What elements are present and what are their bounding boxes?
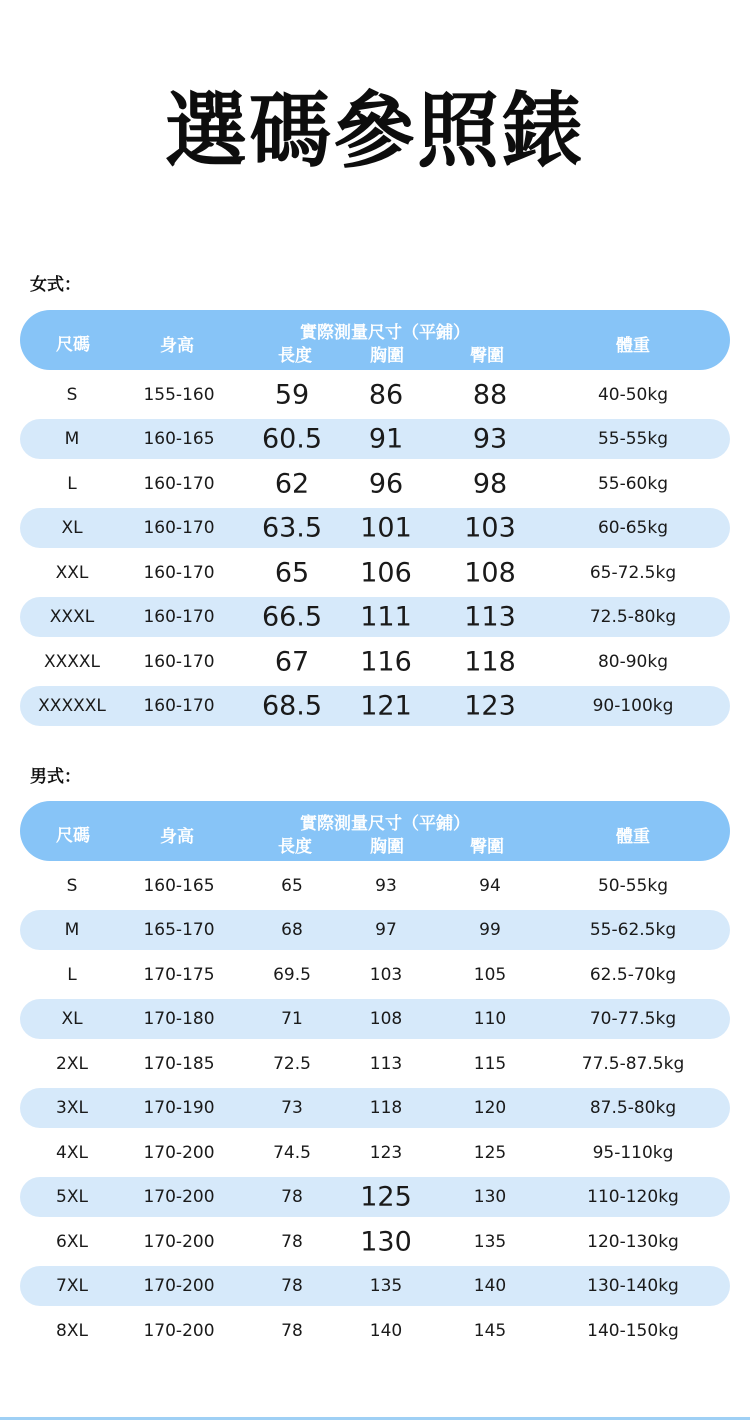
weight-cell: 50-55kg — [597, 875, 669, 896]
size-cell: 3XL — [56, 1098, 88, 1118]
size-cell: L — [67, 473, 77, 494]
size-cell: M — [64, 920, 80, 940]
table-row — [20, 999, 730, 1039]
hip-cell: 140 — [473, 1276, 507, 1296]
hip-cell: 120 — [473, 1098, 507, 1118]
height-cell: 170-200 — [143, 1276, 215, 1296]
table-row — [20, 1311, 730, 1351]
height-cell: 170-190 — [143, 1098, 215, 1118]
weight-cell: 120-130kg — [587, 1231, 679, 1252]
size-cell: L — [67, 964, 77, 985]
weight-cell: 95-110kg — [592, 1142, 674, 1163]
weight-cell: 62.5-70kg — [589, 964, 677, 985]
height-cell: 170-180 — [143, 1009, 215, 1029]
size-cell: 8XL — [56, 1320, 88, 1341]
chest-cell: 118 — [369, 1098, 403, 1118]
height-cell: 160-165 — [143, 875, 215, 896]
hip-cell: 99 — [479, 920, 501, 940]
length-cell: 68 — [281, 920, 303, 940]
size-cell: XXXXXL — [38, 696, 106, 716]
weight-cell: 130-140kg — [587, 1276, 679, 1296]
chest-cell: 123 — [369, 1142, 403, 1163]
chest-cell: 86 — [368, 379, 404, 410]
hip-cell: 110 — [473, 1009, 507, 1029]
length-cell: 62 — [274, 468, 310, 499]
header-height: 身高 — [160, 336, 194, 356]
weight-cell: 55-62.5kg — [589, 920, 677, 940]
table-row — [20, 464, 730, 504]
length-cell: 71 — [281, 1009, 303, 1029]
chest-cell: 91 — [368, 423, 404, 455]
men-size-table — [20, 801, 730, 1351]
height-cell: 160-170 — [143, 473, 215, 494]
chest-cell: 93 — [375, 875, 397, 896]
weight-cell: 90-100kg — [592, 696, 674, 716]
length-cell: 72.5 — [273, 1053, 311, 1074]
size-cell: 6XL — [56, 1231, 88, 1252]
hip-cell: 88 — [472, 379, 508, 410]
size-cell: XXXXL — [43, 651, 101, 672]
height-cell: 170-200 — [143, 1187, 215, 1207]
weight-cell: 60-65kg — [597, 518, 669, 538]
chest-cell: 125 — [360, 1181, 412, 1213]
header-chest: 胸圍 — [370, 837, 404, 857]
header-hip: 臀圍 — [470, 837, 504, 857]
weight-cell: 40-50kg — [597, 384, 669, 405]
table-row — [20, 642, 730, 682]
hip-cell: 113 — [464, 601, 516, 633]
length-cell: 60.5 — [261, 423, 323, 455]
men-rows — [20, 866, 730, 1351]
length-cell: 67 — [274, 646, 310, 677]
weight-cell: 110-120kg — [587, 1187, 679, 1207]
hip-cell: 125 — [473, 1142, 507, 1163]
hip-cell: 94 — [479, 875, 501, 896]
weight-cell: 72.5-80kg — [589, 607, 677, 627]
table-row — [20, 1177, 730, 1217]
hip-cell: 130 — [473, 1187, 507, 1207]
table-row — [20, 375, 730, 415]
height-cell: 160-165 — [143, 429, 215, 449]
size-cell: S — [66, 384, 78, 405]
chest-cell: 111 — [360, 601, 412, 633]
table-row — [20, 553, 730, 593]
length-cell: 59 — [274, 379, 310, 410]
table-row — [20, 955, 730, 995]
chest-cell: 108 — [369, 1009, 403, 1029]
weight-cell: 77.5-87.5kg — [581, 1053, 685, 1074]
height-cell: 170-185 — [143, 1053, 215, 1074]
weight-cell: 55-55kg — [597, 429, 669, 449]
height-cell: 160-170 — [143, 562, 215, 583]
hip-cell: 105 — [473, 964, 507, 985]
table-row — [20, 1088, 730, 1128]
women-size-table — [20, 310, 730, 726]
table-header — [20, 310, 730, 370]
height-cell: 170-175 — [143, 964, 215, 985]
chest-cell: 121 — [360, 690, 412, 722]
size-cell: M — [64, 429, 80, 449]
table-header — [20, 801, 730, 861]
header-chest: 胸圍 — [370, 346, 404, 366]
table-row — [20, 1222, 730, 1262]
hip-cell: 98 — [472, 468, 508, 499]
table-row — [20, 910, 730, 950]
chest-cell: 140 — [369, 1320, 403, 1341]
length-cell: 78 — [281, 1187, 303, 1207]
size-cell: S — [66, 875, 78, 896]
chest-cell: 96 — [368, 468, 404, 499]
table-row — [20, 419, 730, 459]
height-cell: 170-200 — [143, 1231, 215, 1252]
weight-cell: 55-60kg — [597, 473, 669, 494]
chest-cell: 116 — [360, 646, 412, 677]
height-cell: 165-170 — [143, 920, 215, 940]
length-cell: 69.5 — [273, 964, 311, 985]
height-cell: 170-200 — [143, 1320, 215, 1341]
header-measure: 實際測量尺寸（平鋪） — [300, 323, 470, 343]
header-length: 長度 — [278, 837, 312, 857]
size-cell: 4XL — [56, 1142, 88, 1163]
length-cell: 66.5 — [261, 601, 323, 633]
hip-cell: 103 — [464, 512, 516, 544]
height-cell: 160-170 — [143, 518, 215, 538]
chest-cell: 135 — [369, 1276, 403, 1296]
hip-cell: 108 — [464, 557, 516, 588]
table-row — [20, 1133, 730, 1173]
hip-cell: 123 — [464, 690, 516, 722]
length-cell: 63.5 — [261, 512, 323, 544]
weight-cell: 65-72.5kg — [589, 562, 677, 583]
length-cell: 78 — [281, 1231, 303, 1252]
size-cell: 2XL — [56, 1053, 88, 1074]
table-row — [20, 508, 730, 548]
header-size: 尺碼 — [56, 335, 90, 355]
table-row — [20, 686, 730, 726]
weight-cell: 80-90kg — [597, 651, 669, 672]
length-cell: 65 — [281, 875, 303, 896]
chest-cell: 130 — [360, 1226, 412, 1257]
size-cell: XL — [61, 1009, 83, 1029]
header-height: 身高 — [160, 827, 194, 847]
table-row — [20, 597, 730, 637]
size-cell: 5XL — [56, 1187, 88, 1207]
chest-cell: 113 — [369, 1053, 403, 1074]
hip-cell: 118 — [464, 646, 516, 677]
size-cell: XXL — [55, 562, 89, 583]
length-cell: 78 — [281, 1276, 303, 1296]
length-cell: 74.5 — [273, 1142, 311, 1163]
chest-cell: 101 — [360, 512, 412, 544]
header-size: 尺碼 — [56, 826, 90, 846]
chest-cell: 103 — [369, 964, 403, 985]
header-hip: 臀圍 — [470, 346, 504, 366]
weight-cell: 70-77.5kg — [589, 1009, 677, 1029]
weight-cell: 87.5-80kg — [589, 1098, 677, 1118]
table-row — [20, 1044, 730, 1084]
page-title: 選碼參照錶 — [164, 84, 585, 179]
weight-cell: 140-150kg — [587, 1320, 679, 1341]
table-row — [20, 1266, 730, 1306]
size-cell: 7XL — [56, 1276, 88, 1296]
height-cell: 160-170 — [143, 651, 215, 672]
length-cell: 73 — [281, 1098, 303, 1118]
header-weight: 體重 — [616, 336, 650, 356]
length-cell: 78 — [281, 1320, 303, 1341]
size-cell: XXXL — [49, 607, 95, 627]
chest-cell: 106 — [360, 557, 412, 588]
height-cell: 160-170 — [143, 607, 215, 627]
header-weight: 體重 — [616, 827, 650, 847]
women-section-label: 女式： — [30, 275, 81, 295]
hip-cell: 93 — [472, 423, 508, 455]
hip-cell: 115 — [473, 1053, 507, 1074]
length-cell: 68.5 — [261, 690, 323, 722]
header-length: 長度 — [278, 346, 312, 366]
height-cell: 160-170 — [143, 696, 215, 716]
women-rows — [20, 375, 730, 727]
height-cell: 155-160 — [143, 384, 215, 405]
height-cell: 170-200 — [143, 1142, 215, 1163]
hip-cell: 135 — [473, 1231, 507, 1252]
size-cell: XL — [61, 518, 83, 538]
header-measure: 實際測量尺寸（平鋪） — [300, 814, 470, 834]
length-cell: 65 — [274, 557, 310, 588]
men-section-label: 男式： — [30, 767, 81, 787]
chest-cell: 97 — [375, 920, 397, 940]
hip-cell: 145 — [473, 1320, 507, 1341]
table-row — [20, 866, 730, 906]
